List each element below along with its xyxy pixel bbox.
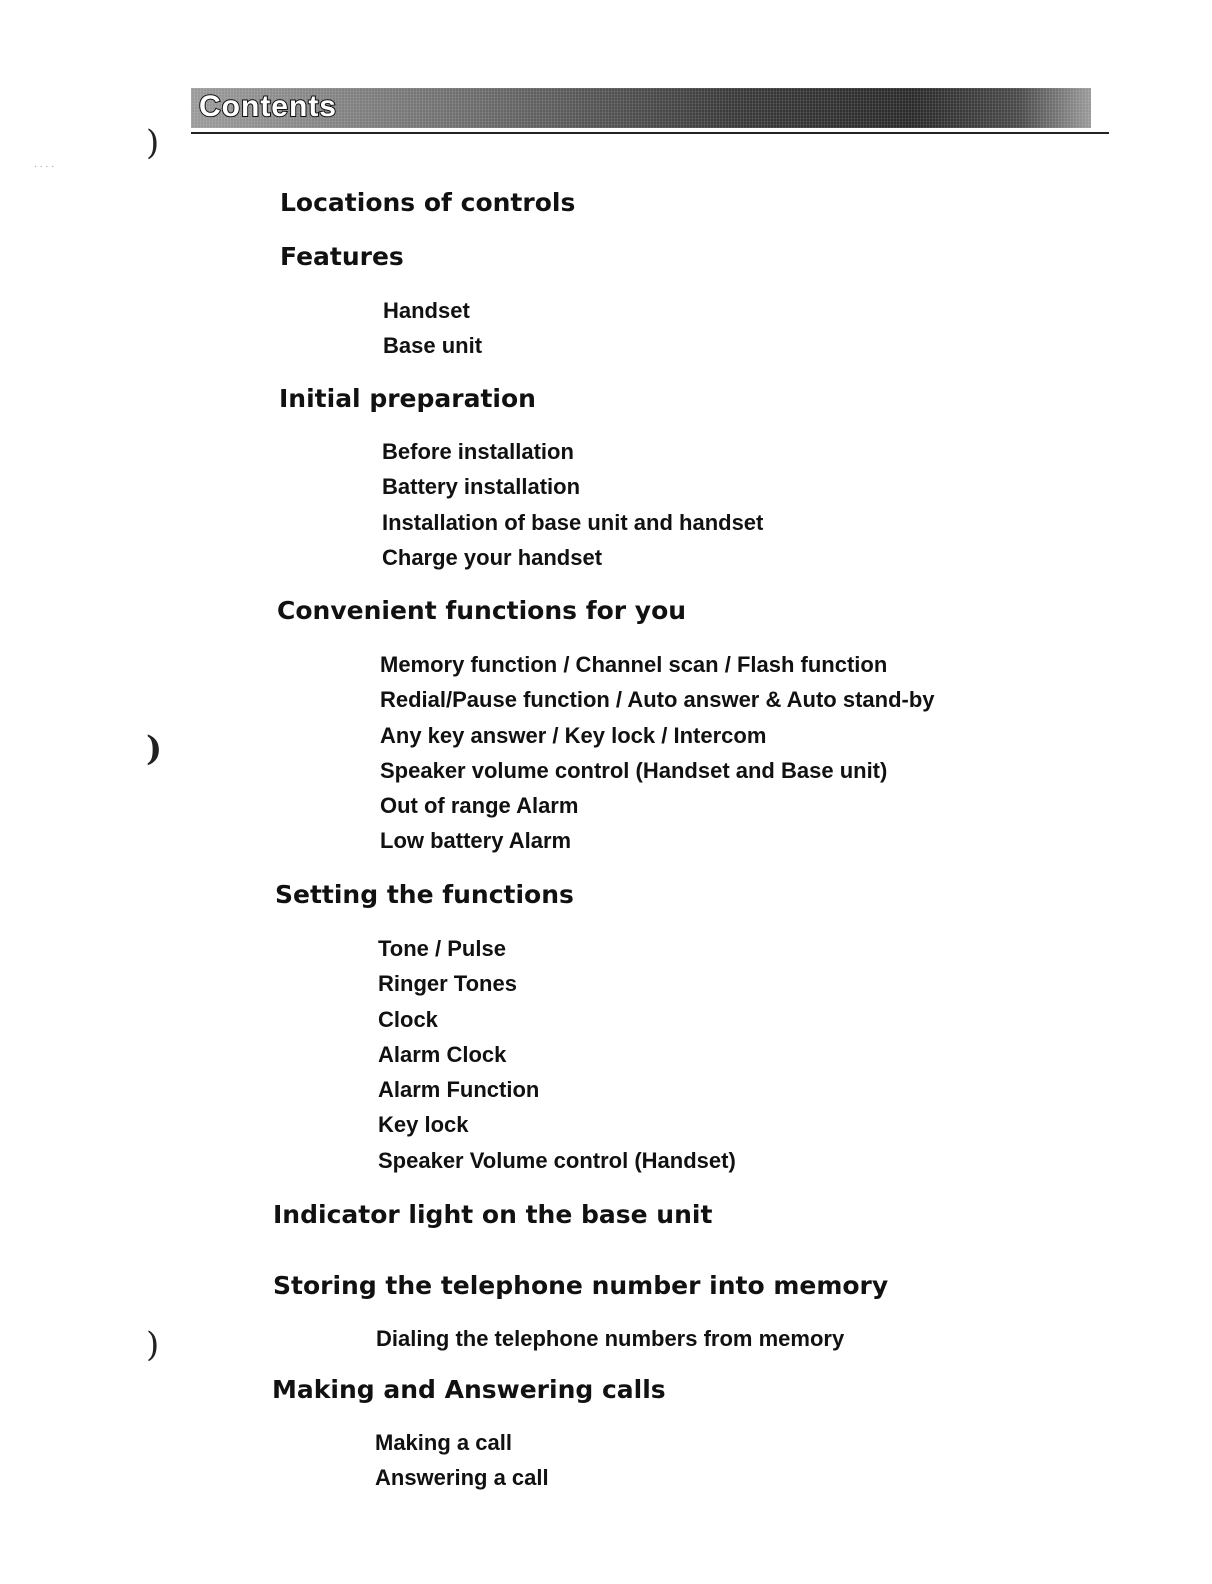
section-items bbox=[380, 647, 935, 859]
header-rule bbox=[191, 132, 1109, 134]
section-items bbox=[376, 1321, 844, 1356]
toc-section bbox=[273, 1199, 712, 1231]
toc-item: Ringer Tones bbox=[378, 971, 517, 997]
section-title: Initial preparation bbox=[279, 384, 536, 413]
toc-item: Before installation bbox=[382, 439, 574, 464]
binder-hole-mark: ) bbox=[146, 123, 160, 163]
toc-item: Memory function / Channel scan / Flash function bbox=[380, 652, 888, 677]
toc-section bbox=[275, 879, 736, 1173]
scan-speck: .... bbox=[34, 159, 58, 170]
section-title: Indicator light on the base unit bbox=[273, 1200, 713, 1229]
section-title: Features bbox=[280, 242, 404, 271]
toc-item: Speaker Volume control (Handset) bbox=[378, 1147, 736, 1173]
toc-item: Dialing the telephone numbers from memory bbox=[376, 1326, 845, 1351]
toc-item: Making a call bbox=[375, 1430, 512, 1455]
toc-item: Any key answer / Key lock / Intercom bbox=[380, 722, 767, 748]
section-items bbox=[378, 931, 736, 1178]
toc-section bbox=[280, 187, 575, 219]
toc-item: Base unit bbox=[383, 333, 483, 359]
contents-banner bbox=[191, 88, 1091, 128]
toc-item: Speaker volume control (Handset and Base unit) bbox=[380, 757, 888, 783]
toc-item: Answering a call bbox=[375, 1465, 549, 1491]
section-title: Setting the functions bbox=[275, 880, 574, 909]
toc-section bbox=[272, 1374, 666, 1491]
section-title: Storing the telephone number into memory bbox=[273, 1271, 889, 1300]
toc-item: Low battery Alarm bbox=[380, 828, 572, 854]
toc-item: Alarm Clock bbox=[378, 1041, 507, 1067]
toc-item: Charge your handset bbox=[382, 544, 603, 570]
toc-item: Redial/Pause function / Auto answer & Auto stand-by bbox=[380, 687, 935, 713]
section-title: Making and Answering calls bbox=[272, 1375, 666, 1404]
toc-section bbox=[280, 241, 483, 359]
section-items bbox=[375, 1425, 549, 1496]
section-items bbox=[382, 434, 763, 575]
page-title: Contents bbox=[199, 90, 337, 123]
toc-item: Tone / Pulse bbox=[378, 936, 506, 961]
toc-item: Installation of base unit and handset bbox=[382, 509, 764, 535]
toc-section bbox=[273, 1270, 889, 1351]
toc-section bbox=[277, 595, 935, 854]
toc-section bbox=[279, 383, 764, 570]
binder-hole-mark: ) bbox=[146, 729, 163, 769]
toc-item: Handset bbox=[383, 298, 470, 323]
toc-item: Battery installation bbox=[382, 474, 581, 500]
binder-hole-mark: ) bbox=[146, 1325, 160, 1365]
section-items bbox=[383, 293, 482, 364]
toc-item: Out of range Alarm bbox=[380, 793, 579, 819]
toc-item: Key lock bbox=[378, 1112, 469, 1138]
toc-item: Alarm Function bbox=[378, 1077, 540, 1103]
section-title: Convenient functions for you bbox=[277, 596, 687, 625]
toc-item: Clock bbox=[378, 1006, 438, 1032]
section-title: Locations of controls bbox=[280, 188, 576, 217]
